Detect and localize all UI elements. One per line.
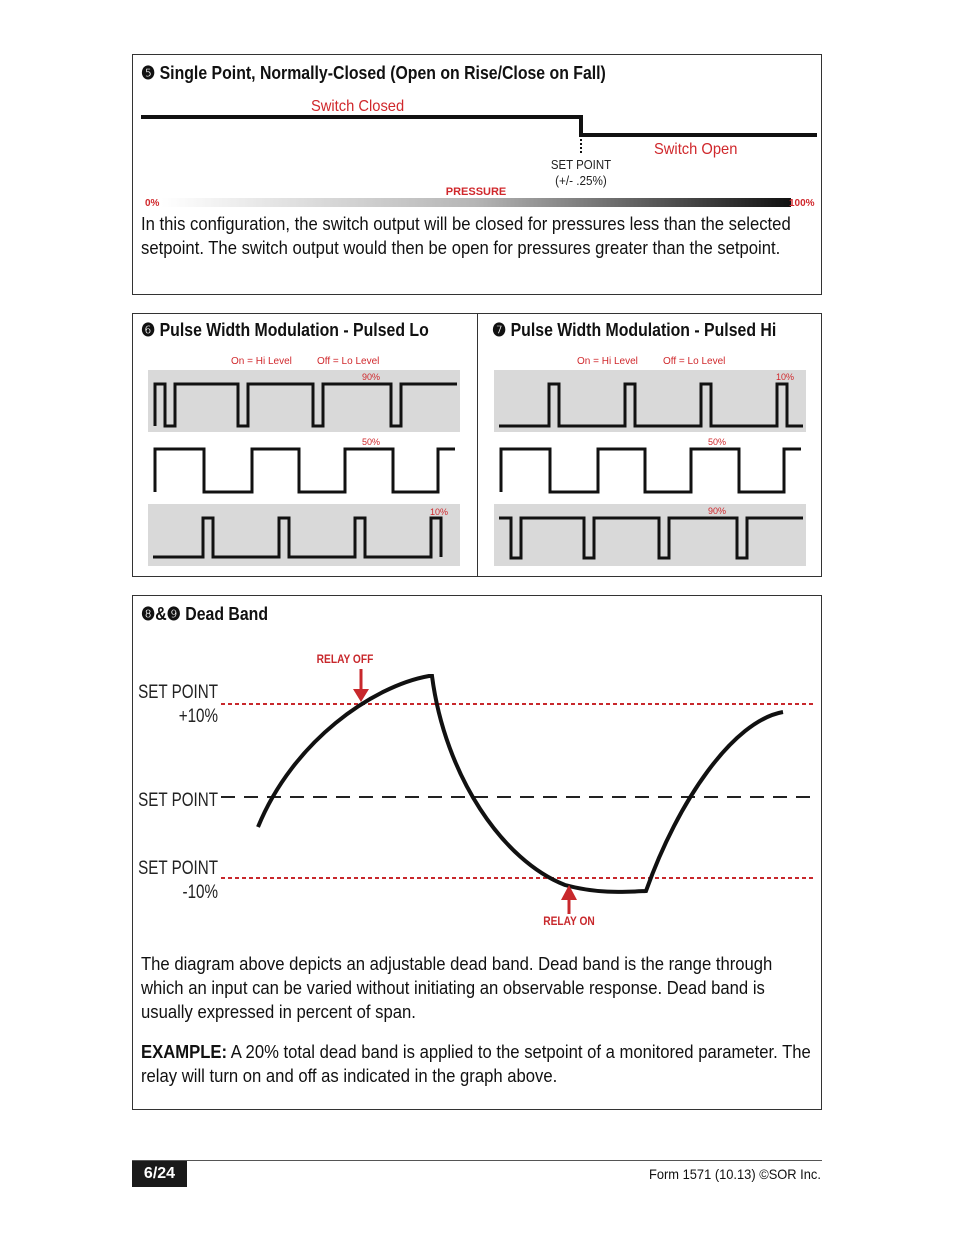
section6-title (141, 320, 429, 341)
duty-label-90: 90% (361, 372, 381, 382)
off-label: Off = Lo Level (663, 356, 726, 367)
pressure-gradient-bar (161, 198, 791, 207)
setpoint-label: SET POINT (550, 157, 612, 173)
page-number: 6/24 (132, 1161, 187, 1187)
switch-state-line (141, 117, 817, 135)
relay-off-label: RELAY OFF (316, 653, 374, 667)
relay-on-label: RELAY ON (543, 915, 595, 929)
on-label: On = Hi Level (231, 356, 292, 367)
pwm-divider (477, 314, 478, 576)
wave-panel-10 (494, 370, 806, 432)
duty-label-90: 90% (707, 506, 727, 516)
section-title-text: Pulse Width Modulation - Pulsed Hi (510, 320, 777, 340)
section-title (141, 63, 606, 84)
section7-title (492, 320, 776, 341)
wave-panel-90 (494, 504, 806, 566)
switch-open-label: Switch Open (654, 140, 738, 159)
dead-band-example (141, 1040, 816, 1088)
pulsed-lo-diagram (135, 346, 475, 576)
duty-label-10: 10% (775, 372, 795, 382)
on-label: On = Hi Level (577, 356, 638, 367)
setpoint-tolerance: (+/- .25%) (555, 173, 607, 189)
section-title-text: Pulse Width Modulation - Pulsed Lo (159, 320, 429, 340)
sp-minus-label-line1: SET POINT (138, 856, 218, 879)
sp-plus-label-line1: SET POINT (138, 680, 218, 703)
duty-label-10: 10% (429, 507, 449, 517)
section5-description: In this configuration, the switch output will be closed for pressures less than the selected setpoint. The switch output would then be open for pressures greater than the setpoint. (141, 213, 791, 258)
section-title-text: Dead Band (185, 604, 269, 624)
section-title (141, 604, 268, 625)
switch-closed-label: Switch Closed (311, 97, 405, 116)
pwm-wave-50 (501, 449, 801, 492)
dead-band-diagram (133, 636, 821, 976)
example-text: A 20% total dead band is applied to the setpoint of a monitored parameter. The relay will turn on and off as indicated in the graph above. (141, 1041, 811, 1086)
duty-label-50: 50% (707, 437, 727, 447)
footer-rule (132, 1160, 822, 1161)
wave-panel-90 (148, 370, 460, 432)
sp-minus-label-line2: -10% (182, 880, 218, 903)
pulsed-hi-diagram (481, 346, 821, 576)
duty-label-50: 50% (361, 437, 381, 447)
section-number: ❺ (141, 63, 156, 83)
dead-band-description: The diagram above depicts an adjustable dead band. Dead band is the range through which an input can be varied without initiating an observable response. Dead band is usually expressed in percent of span. (141, 953, 773, 1022)
sp-label: SET POINT (138, 788, 218, 811)
pressure-label: PRESSURE (445, 186, 507, 198)
pwm-wave-50 (155, 449, 455, 492)
sp-plus-label-line2: +10% (178, 704, 218, 727)
section-dead-band (132, 595, 822, 1110)
section-number: ❼ (492, 320, 507, 340)
section-title-text: Single Point, Normally-Closed (Open on Rise/Close on Fall) (159, 63, 606, 83)
section-pwm (132, 313, 822, 577)
process-curve (258, 676, 783, 892)
scale-min-label: 0% (145, 198, 160, 209)
section-normally-closed (132, 54, 822, 295)
form-reference: Form 1571 (10.13) ©SOR Inc. (649, 1166, 821, 1182)
section-number: ❻ (141, 320, 156, 340)
section-number: ❽&❾ (141, 604, 181, 624)
off-label: Off = Lo Level (317, 356, 380, 367)
scale-max-label: 100% (789, 198, 815, 209)
example-label: EXAMPLE: (141, 1041, 228, 1062)
